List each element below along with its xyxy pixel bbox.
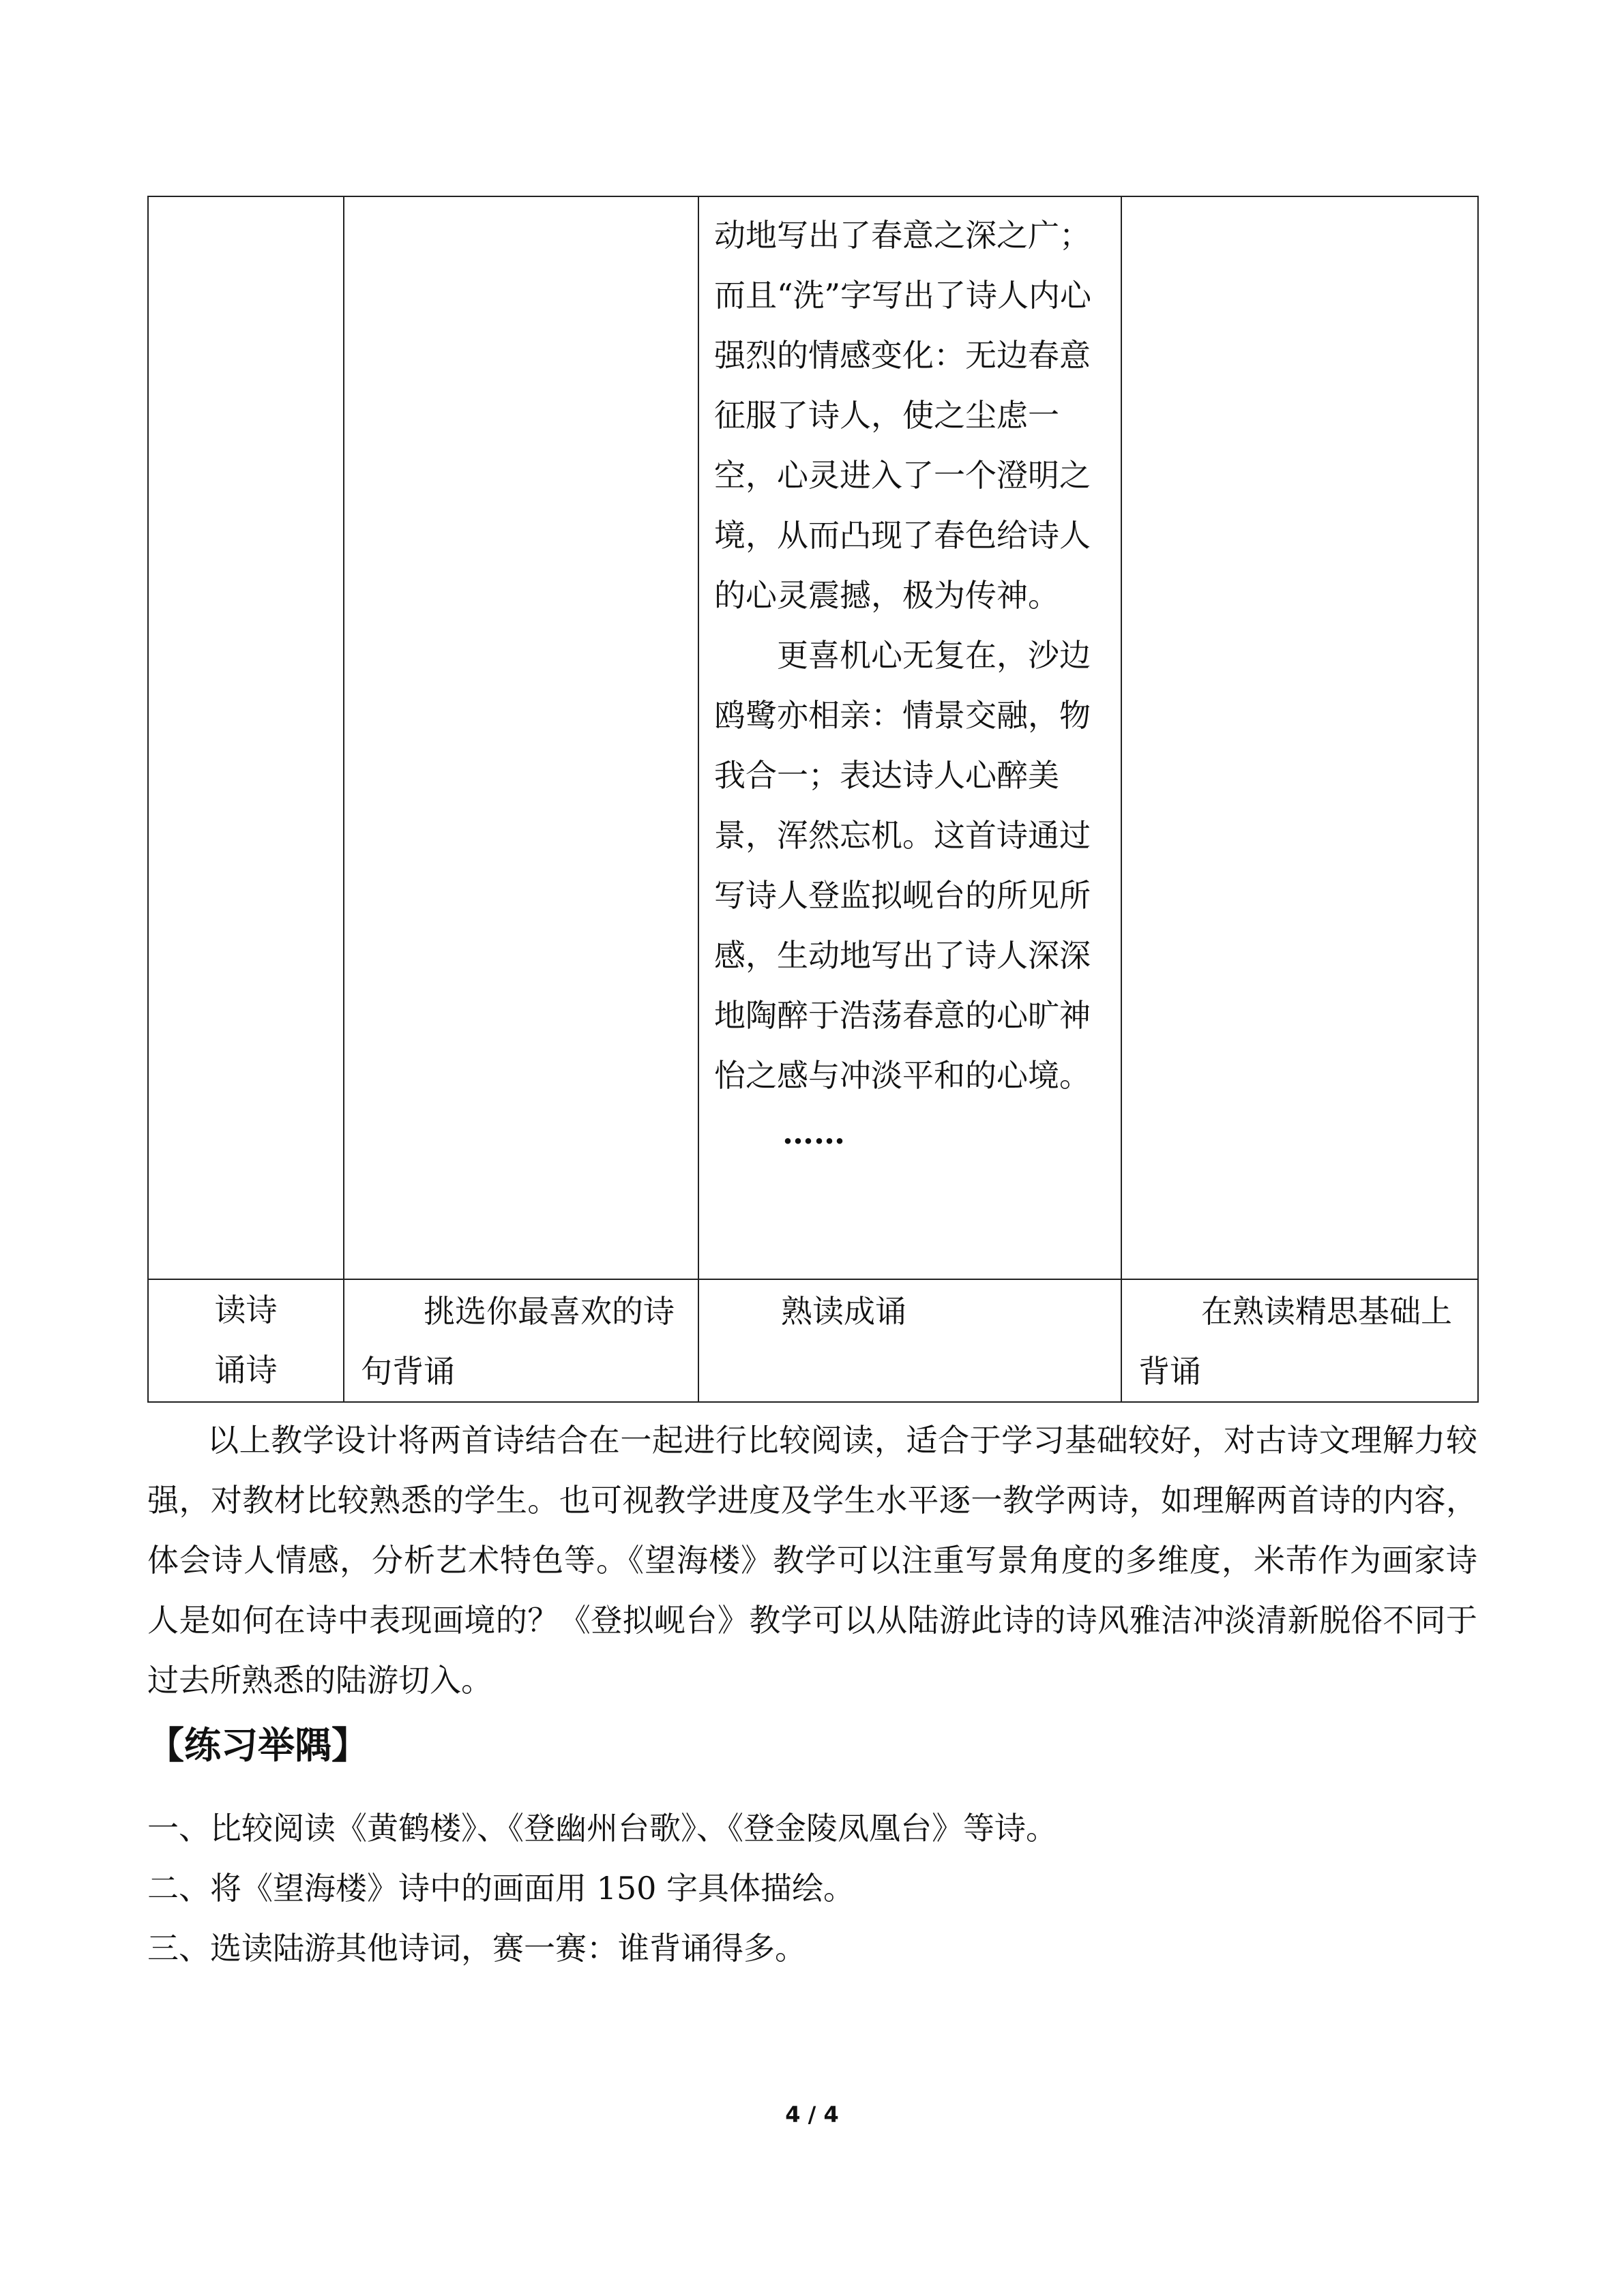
analysis-ellipsis: …… [782,1114,845,1151]
activity-text: 挑选你最喜欢的诗句背诵 [361,1293,675,1390]
method-text: 熟读成诵 [781,1293,906,1330]
table-row [148,1279,1478,1402]
summary-paragraph: 以上教学设计将两首诗结合在一起进行比较阅读，适合于学习基础较好，对古诗文理解力较强，对教材比较熟悉的学生。也可视教学进度及学生水平逐一教学两诗，如理解两首诗的内容，体会诗人情感，分析艺术特色等。《望海楼》教学可以注重写景角度的多维度，米芾作为画家诗人是如何在诗中表现画境的？《登拟岘台》教学可以从陆游此诗的诗风雅洁冲淡清新脱俗不同于过去所熟悉的陆游切入。 [147,1422,1477,1699]
list-item: 三、选读陆游其他诗词，赛一赛：谁背诵得多。 [147,1930,806,1967]
table-cell-activity [344,1279,698,1402]
goal-text: 在熟读精思基础上背诵 [1138,1293,1452,1390]
lesson-plan-table [147,196,1479,1403]
table-cell-analysis [698,196,1121,1279]
table-cell-stage [148,196,344,1279]
table-cell-stage [148,1279,344,1402]
table-row [148,196,1478,1279]
list-item: 一、比较阅读《黄鹤楼》、《登幽州台歌》、《登金陵凤凰台》等诗。 [147,1810,1057,1847]
stage-label-line1: 读诗 [214,1292,278,1328]
analysis-paragraph-2: 更喜机心无复在，沙边鸥鹭亦相亲：情景交融，物我合一；表达诗人心醉美景，浑然忘机。这首诗通过写诗人登监拟岘台的所见所感，生动地写出了诗人深深地陶醉于浩荡春意的心旷神怡之感与冲淡平和的心境。 [714,637,1091,1094]
page-indicator: 4 / 4 [785,2102,839,2128]
analysis-paragraph-1: 动地写出了春意之深之广；而且“洗”字写出了诗人内心强烈的情感变化：无边春意征服了诗人，使之尘虑一空，心灵进入了一个澄明之境，从而凸现了春色给诗人的心灵震撼，极为传神。 [714,217,1092,614]
list-item: 二、将《望海楼》诗中的画面用 150 字具体描绘。 [147,1870,855,1907]
table-cell-activity [344,196,698,1279]
table-cell-goal [1121,196,1478,1279]
table-cell-method [698,1279,1121,1402]
stage-label-line2: 诵诗 [214,1352,278,1388]
exercise-list [147,1798,1477,1978]
exercise-heading: 【练习举隅】 [147,1724,368,1767]
table-cell-goal [1121,1279,1478,1402]
